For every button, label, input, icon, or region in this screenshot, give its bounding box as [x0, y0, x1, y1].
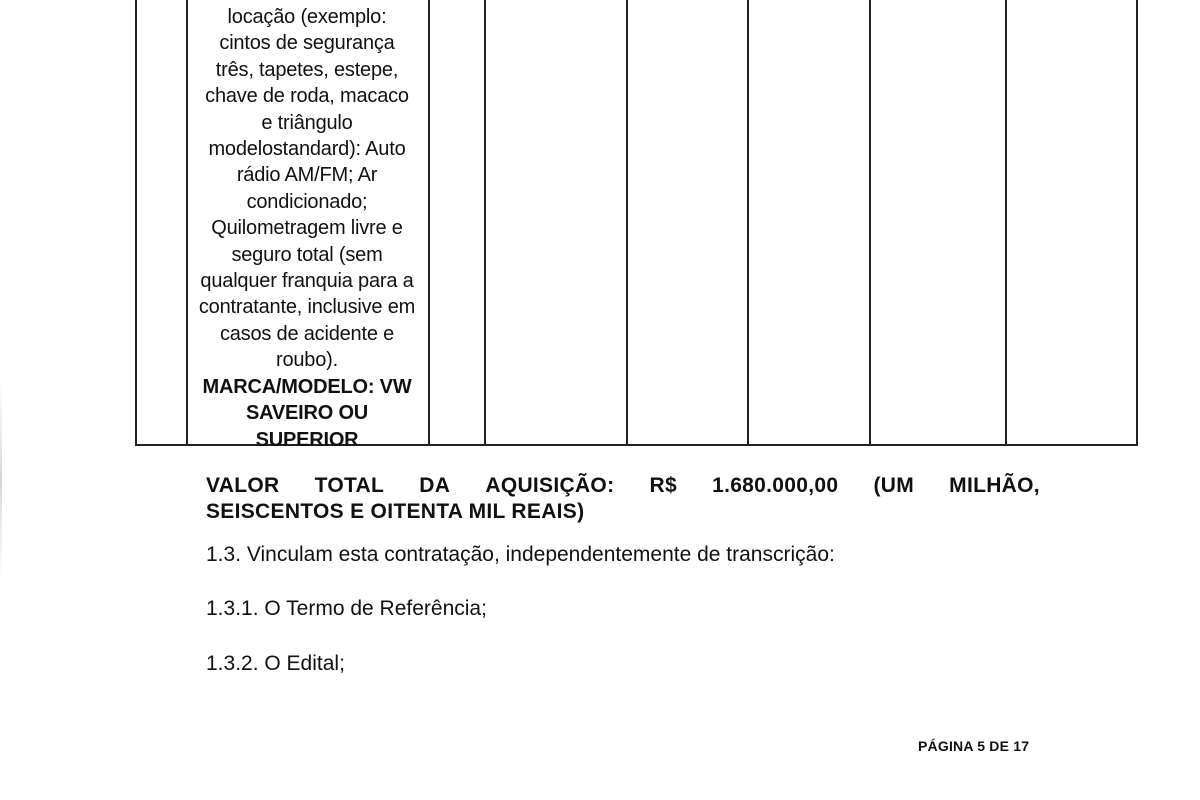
- total-value-statement: [206, 473, 1040, 525]
- description-line: chave de roda, macaco: [205, 85, 409, 108]
- description-line: roubo).: [276, 349, 338, 372]
- description-line: SUPERIOR: [255, 428, 359, 451]
- clause-1-3-1: 1.3.1. O Termo de Referência;: [206, 597, 487, 620]
- total-word: TOTAL: [314, 474, 385, 497]
- item-description-cell: [186, 0, 428, 451]
- description-line: MARCA/MODELO: VW: [202, 375, 412, 398]
- description-line: e triângulo: [261, 111, 353, 134]
- page-number: PÁGINA 5 DE 17: [918, 738, 1030, 754]
- total-word: DA: [419, 474, 451, 497]
- total-word: MILHÃO,: [949, 474, 1040, 497]
- clause-1-3: 1.3. Vinculam esta contratação, independentemente de transcrição:: [206, 543, 835, 566]
- table-column-divider: [747, 0, 749, 444]
- total-word: R$: [649, 474, 677, 497]
- description-line: contratante, inclusive em: [198, 296, 416, 319]
- total-value-line-1: [206, 473, 1040, 499]
- total-word: (UM: [873, 474, 915, 497]
- clause-1-3-2: 1.3.2. O Edital;: [206, 652, 345, 675]
- table-column-divider: [1005, 0, 1007, 444]
- total-word: VALOR: [206, 474, 280, 497]
- description-line: locação (exemplo:: [227, 6, 387, 28]
- description-line: casos de acidente e: [219, 322, 395, 345]
- total-word: 1.680.000,00: [712, 474, 839, 497]
- table-column-divider: [428, 0, 430, 444]
- description-line: rádio AM/FM; Ar: [236, 164, 378, 187]
- scan-edge-mark: [0, 380, 2, 580]
- description-line: três, tapetes, estepe,: [215, 58, 399, 81]
- description-line: condicionado;: [246, 190, 368, 213]
- table-column-divider: [869, 0, 871, 444]
- description-line: qualquer franquia para a: [200, 270, 414, 293]
- description-line: SAVEIRO OU: [245, 402, 369, 425]
- table-column-divider: [626, 0, 628, 444]
- total-word: AQUISIÇÃO:: [485, 474, 615, 497]
- description-line: cintos de segurança: [219, 32, 395, 55]
- total-value-line-2: SEISCENTOS E OITENTA MIL REAIS): [206, 500, 585, 523]
- description-line: modelostandard): Auto: [208, 138, 406, 161]
- description-line: seguro total (sem: [231, 243, 383, 266]
- description-line: Quilometragem livre e: [211, 217, 403, 240]
- table-column-divider: [484, 0, 486, 444]
